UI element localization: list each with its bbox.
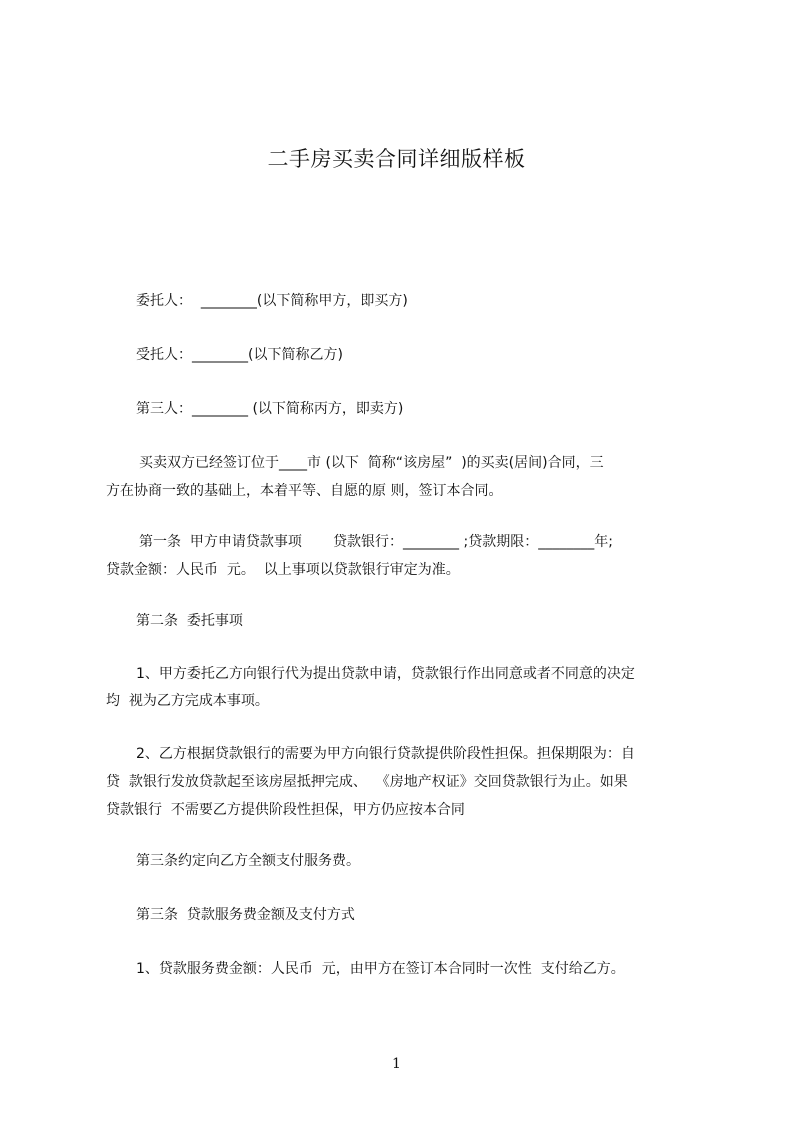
article-3-heading: 第三条 贷款服务费金额及支付方式	[136, 907, 355, 923]
preamble-line-2: 方在协商一致的基础上，本着平等、自愿的原 则，签订本合同。	[106, 483, 503, 499]
clause-3-1-line: 1、贷款服务费金额：人民币 元，由甲方在签订本合同时一次性 支付给乙方。	[136, 961, 625, 977]
preamble-line-1: 买卖双方已经签订位于____市 (以下 简称“该房屋” )的买卖(居间)合同，三	[139, 455, 604, 471]
article-2-heading: 第二条 委托事项	[136, 613, 243, 629]
clause-2-2-line-1: 2、乙方根据贷款银行的需要为甲方向银行贷款提供阶段性担保。担保期限为：自	[136, 746, 635, 762]
clause-2-1-line-2: 均 视为乙方完成本事项。	[106, 693, 269, 709]
clause-2-1-line-1: 1、甲方委托乙方向银行代为提出贷款申请，贷款银行作出同意或者不同意的决定	[136, 666, 635, 682]
document-title: 二手房买卖合同详细版样板	[267, 147, 526, 171]
third-party-line: 第三人：________ (以下简称丙方，即卖方)	[136, 401, 404, 417]
clause-2-2-line-2: 贷 款银行发放贷款起至该房屋抵押完成、 《房地产权证》交回贷款银行为止。如果	[106, 774, 628, 790]
article-1-line-1: 第一条 甲方申请贷款事项 贷款银行：________ ;贷款期限：________年;	[139, 534, 613, 550]
article-3-payment-line: 第三条约定向乙方全额支付服务费。	[136, 853, 360, 869]
agent-line: 受托人：________(以下简称乙方)	[136, 347, 343, 363]
article-1-line-2: 贷款金额：人民币 元。 以上事项以贷款银行审定为准。	[106, 562, 460, 578]
page-number: 1	[392, 1056, 401, 1072]
principal-line: 委托人： ________(以下简称甲方，即买方)	[136, 293, 408, 309]
clause-2-2-line-3: 贷款银行 不需要乙方提供阶段性担保，甲方仍应按本合同	[106, 802, 465, 818]
